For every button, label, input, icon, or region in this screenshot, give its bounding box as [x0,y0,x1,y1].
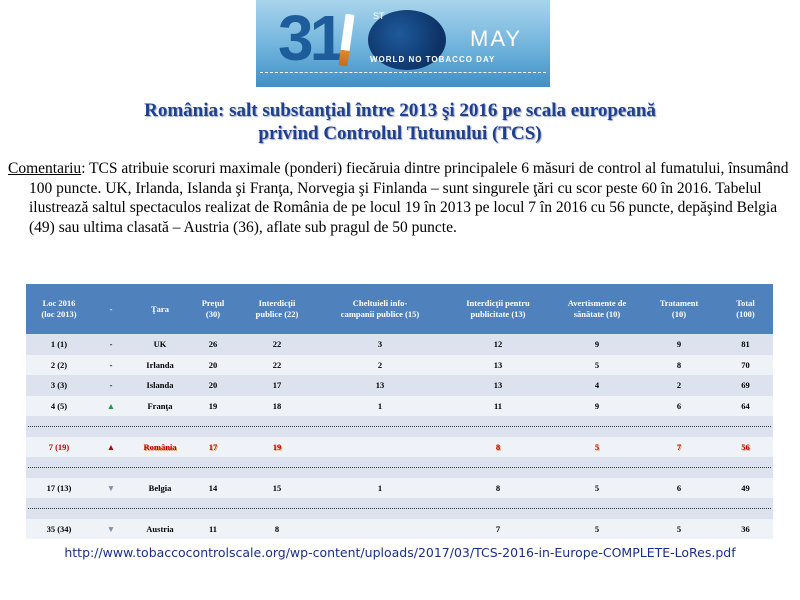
world-no-tobacco-day-banner [256,0,550,87]
table-ellipsis-row [26,498,773,519]
cell-country: Irlanda [130,355,190,376]
table-row [26,396,773,417]
cell-ad-bans: 8 [442,478,554,499]
cell-country: Franţa [130,396,190,417]
cell-trend: - [92,355,130,376]
cell-public-bans: 18 [236,396,318,417]
cell-treatment: 6 [640,396,718,417]
banner-tagline: WORLD NO TOBACCO DAY [370,55,496,64]
banner-month: MAY [470,26,523,51]
page-title [0,99,800,145]
header-campaigns: Cheltuieli info- campanii publice (15) [318,284,442,334]
cell-treatment: 2 [640,375,718,396]
tcs-score-table [26,284,773,539]
cell-country: UK [130,334,190,355]
banner-divider [260,72,546,73]
cell-campaigns: 3 [318,334,442,355]
header-country: Ţara [130,284,190,334]
cell-campaigns: 1 [318,396,442,417]
table-row [26,478,773,499]
cell-treatment: 9 [640,334,718,355]
trend-up-icon: ▲ [92,437,130,458]
cell-price: 26 [190,334,236,355]
cell-total: 64 [718,396,773,417]
title-line-1: România: salt substanţial între 2013 şi 2016 pe scala europeană [144,100,656,121]
cell-rank: 7 (19) [26,437,92,458]
cell-treatment: 6 [640,478,718,499]
table-row [26,375,773,396]
cell-public-bans: 19 [236,437,318,458]
cell-warnings: 5 [554,355,640,376]
cell-ad-bans: 12 [442,334,554,355]
cell-price: 14 [190,478,236,499]
cell-country: Belgia [130,478,190,499]
cell-ad-bans: 13 [442,375,554,396]
cell-total: 49 [718,478,773,499]
cell-public-bans: 22 [236,355,318,376]
cell-warnings: 5 [554,437,640,458]
cell-public-bans: 17 [236,375,318,396]
cell-campaigns [318,519,442,540]
trend-down-icon: ▼ [92,519,130,540]
cell-price: 19 [190,396,236,417]
cell-campaigns: 13 [318,375,442,396]
header-total: Total (100) [718,284,773,334]
header-trend: - [92,284,130,334]
cell-ad-bans: 13 [442,355,554,376]
banner-number: 31 [278,2,342,74]
header-price: Preţul (30) [190,284,236,334]
header-ad-bans: Interdicţii pentru publicitate (13) [442,284,554,334]
cell-warnings: 9 [554,334,640,355]
source-link[interactable]: http://www.tobaccocontrolscale.org/wp-content/uploads/2017/03/TCS-2016-in-Europe-COMPLETE-LoRes.pdf [64,545,736,560]
trend-up-icon: ▲ [92,396,130,417]
cell-treatment: 7 [640,437,718,458]
table-row-highlight [26,437,773,458]
cell-rank: 1 (1) [26,334,92,355]
cell-campaigns: 2 [318,355,442,376]
cell-treatment: 5 [640,519,718,540]
cell-ad-bans: 8 [442,437,554,458]
cell-trend: - [92,334,130,355]
cell-public-bans: 8 [236,519,318,540]
trend-down-icon: ▼ [92,478,130,499]
cell-ad-bans: 7 [442,519,554,540]
cell-total: 81 [718,334,773,355]
cell-rank: 3 (3) [26,375,92,396]
table-row [26,355,773,376]
cell-total: 69 [718,375,773,396]
comment-text: : TCS atribuie scoruri maximale (ponderi) fiecăruia dintre principalele 6 măsuri de control al fumatului, însumând 100 puncte. UK, Irlanda, Islanda şi Franţa, Norvegia şi Finlanda – sunt singurele ţări cu scor peste 60 în 2016. Tabelul ilustrează saltul spectaculos realizat de România de pe locul 19 în 2013 pe locul 7 în 2016 cu 56 puncte, depăşind Belgia (49) sau ultima clasată – Austria (36), aflate sub pragul de 50 puncte. [29,160,789,236]
header-warnings: Avertismente de sănătate (10) [554,284,640,334]
cell-rank: 35 (34) [26,519,92,540]
cell-country: Islanda [130,375,190,396]
comment-paragraph [8,159,792,237]
table-row [26,519,773,540]
header-treatment: Tratament (10) [640,284,718,334]
cell-trend: - [92,375,130,396]
cell-country: Austria [130,519,190,540]
cell-campaigns: 1 [318,478,442,499]
cell-rank: 2 (2) [26,355,92,376]
table-ellipsis-row [26,457,773,478]
cell-price: 17 [190,437,236,458]
cell-public-bans: 22 [236,334,318,355]
cell-price: 11 [190,519,236,540]
cell-price: 20 [190,355,236,376]
cell-rank: 17 (13) [26,478,92,499]
table-row [26,334,773,355]
cell-warnings: 4 [554,375,640,396]
cell-public-bans: 15 [236,478,318,499]
header-rank: Loc 2016 (loc 2013) [26,284,92,334]
table-header-row [26,284,773,334]
title-line-2: privind Controlul Tutunului (TCS) [258,123,542,144]
cell-rank: 4 (5) [26,396,92,417]
cell-treatment: 8 [640,355,718,376]
cell-total: 56 [718,437,773,458]
cell-campaigns [318,437,442,458]
cell-total: 70 [718,355,773,376]
cell-country: România [130,437,190,458]
table-ellipsis-row [26,416,773,437]
cell-warnings: 9 [554,396,640,417]
cell-warnings: 5 [554,478,640,499]
cell-warnings: 5 [554,519,640,540]
banner-suffix: ST [373,11,385,21]
header-public-bans: Interdicţii publice (22) [236,284,318,334]
cell-ad-bans: 11 [442,396,554,417]
cell-price: 20 [190,375,236,396]
cell-total: 36 [718,519,773,540]
comment-label: Comentariu [8,160,82,177]
